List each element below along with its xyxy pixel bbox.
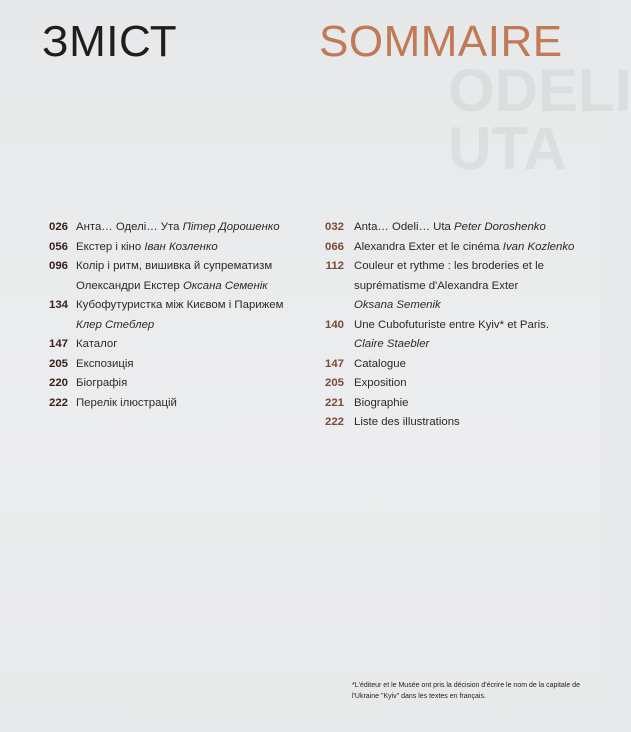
toc-page-number: 222: [48, 396, 68, 409]
toc-entry: [38, 374, 308, 394]
toc-page-number: 205: [324, 377, 344, 389]
ghost-line-1: ODELI: [448, 57, 631, 124]
toc-entry: [38, 257, 308, 296]
toc-entry-line: [354, 277, 582, 297]
toc-page-number: 096: [48, 260, 68, 272]
toc-entry: [312, 355, 582, 375]
heading-fr: SOMMAIRE: [319, 17, 563, 66]
toc-entry: [312, 238, 582, 258]
toc-author: Оксана Семенік: [182, 279, 268, 292]
toc-entry: [312, 257, 582, 316]
toc-page-number: 221: [324, 396, 344, 409]
toc-title-text: Biographie: [354, 396, 409, 409]
toc-title-text: Alexandra Exter et le cinéma: [354, 240, 503, 253]
toc-author: Пітер Дорошенко: [182, 221, 280, 233]
toc-entry: [312, 374, 582, 394]
toc-entry-text: [354, 355, 582, 375]
toc-entry-line: [76, 238, 308, 258]
toc-title-text: Кубофутуристка між Києвом і Парижем: [76, 299, 284, 311]
toc-entry-text: [76, 355, 308, 375]
toc-title-text: Біографія: [76, 377, 128, 389]
toc-author: Ivan Kozlenko: [502, 240, 575, 253]
ghost-text: [448, 57, 631, 182]
toc-page-number: 066: [324, 240, 344, 253]
toc-title-text: Колір і ритм, вишивка й супрематизм: [76, 260, 273, 272]
toc-title-text: Une Cubofuturiste entre Kyiv* et Paris.: [354, 318, 549, 331]
toc-entry-text: [354, 413, 582, 433]
toc-entry-line: [76, 374, 308, 394]
toc-page-number: 032: [324, 221, 344, 233]
toc-entry-text: [76, 394, 308, 414]
toc-french: [312, 218, 582, 433]
toc-page-number: 056: [48, 240, 68, 253]
toc-entry-text: [76, 374, 308, 394]
toc-entry-text: [354, 316, 582, 355]
toc-title-text: Catalogue: [354, 357, 406, 370]
toc-title-text: Exposition: [354, 377, 407, 389]
toc-title-text: suprématisme d'Alexandra Exter: [354, 279, 519, 292]
toc-title-text: Екстер і кіно: [76, 240, 145, 253]
toc-title-text: Couleur et rythme : les broderies et le: [354, 260, 544, 272]
toc-entry-text: [354, 394, 582, 414]
toc-entry-text: [354, 374, 582, 394]
toc-entry-line: [76, 277, 308, 297]
toc-entry-text: [76, 257, 308, 296]
toc-entry-line: [76, 296, 308, 316]
toc-entry-line: [354, 355, 582, 375]
toc-entry-line: [76, 335, 308, 355]
toc-ukrainian: [38, 218, 308, 413]
toc-entry: [312, 218, 582, 238]
toc-entry-line: [76, 316, 308, 336]
toc-entry-text: [354, 257, 582, 316]
toc-title-text: Анта… Оделі… Ута: [76, 221, 183, 233]
toc-entry-line: [354, 316, 582, 336]
toc-title-text: Перелік ілюстрацій: [76, 396, 177, 409]
toc-entry-line: [354, 296, 582, 316]
toc-entry: [38, 238, 308, 258]
toc-entry-line: [76, 257, 308, 277]
toc-entry: [38, 296, 308, 335]
toc-page-number: 134: [48, 299, 68, 311]
toc-entry-line: [76, 355, 308, 375]
toc-author: Oksana Semenik: [354, 299, 441, 311]
toc-page-number: 220: [48, 377, 68, 389]
toc-entry: [38, 355, 308, 375]
toc-entry: [312, 394, 582, 414]
toc-page-number: 147: [48, 338, 68, 350]
toc-author: Клер Стеблер: [76, 318, 155, 331]
toc-entry-text: [76, 218, 308, 238]
heading-uk: ЗМІСТ: [42, 17, 178, 66]
toc-entry-line: [354, 335, 582, 355]
toc-entry-line: [354, 257, 582, 277]
toc-entry: [312, 316, 582, 355]
toc-page-number: 205: [48, 357, 68, 370]
toc-entry: [38, 218, 308, 238]
toc-title-text: Каталог: [76, 338, 118, 350]
toc-title-text: Експозиція: [76, 357, 134, 370]
ghost-line-2: UTA: [448, 115, 567, 182]
toc-entry-text: [76, 296, 308, 335]
toc-entry: [38, 394, 308, 414]
toc-page-number: 026: [48, 221, 68, 233]
toc-title-text: Олександри Екстер: [76, 279, 183, 292]
toc-entry-line: [354, 413, 582, 433]
toc-author: Peter Doroshenko: [454, 221, 546, 233]
toc-entry-line: [76, 218, 308, 238]
toc-entry-text: [76, 238, 308, 258]
toc-entry: [312, 413, 582, 433]
toc-entry-text: [354, 238, 582, 258]
toc-entry-text: [354, 218, 582, 238]
toc-entry-text: [76, 335, 308, 355]
toc-page-number: 140: [324, 318, 344, 331]
toc-author: Claire Staebler: [354, 338, 430, 350]
toc-author: Іван Козленко: [144, 240, 218, 253]
toc-entry-line: [354, 394, 582, 414]
toc-page-number: 112: [325, 260, 344, 272]
toc-page-number: 222: [324, 416, 344, 428]
toc-entry-line: [354, 218, 582, 238]
toc-entry-line: [354, 374, 582, 394]
toc-entry: [38, 335, 308, 355]
toc-entry-line: [76, 394, 308, 414]
toc-title-text: Anta… Odeli… Uta: [354, 221, 455, 233]
footnote: *L'éditeur et le Musée ont pris la décision d'écrire le nom de la capitale de l'Ukraine "Kyiv" dans les textes en français.: [352, 682, 580, 700]
toc-title-text: Liste des illustrations: [354, 416, 460, 428]
toc-page-number: 147: [324, 357, 344, 370]
toc-entry-line: [354, 238, 582, 258]
